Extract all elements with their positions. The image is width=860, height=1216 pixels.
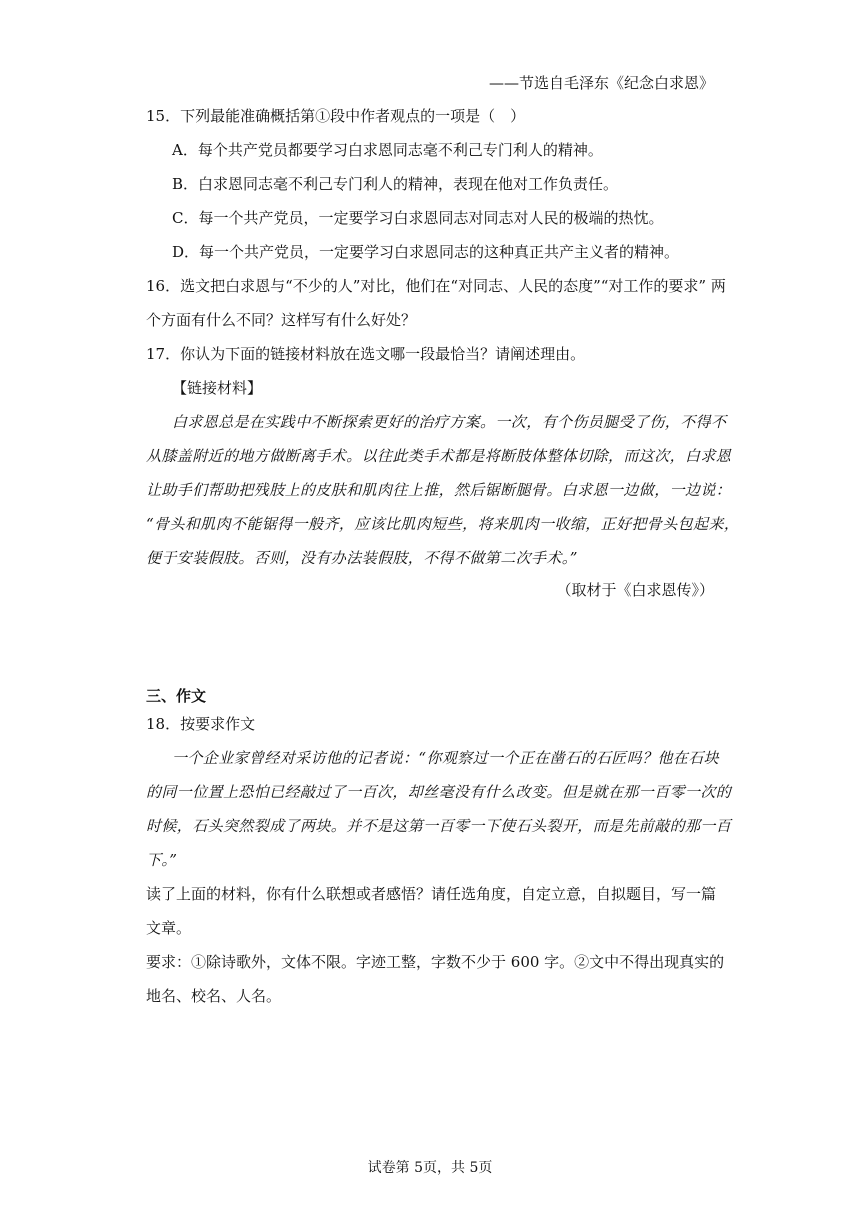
q15-stem: 15．下列最能准确概括第①段中作者观点的一项是（ ） (146, 107, 526, 125)
q18-prompt-line-2: 文章。 (146, 919, 192, 937)
q15-option-d: D．每一个共产党员，一定要学习白求恩同志的这种真正共产主义者的精神。 (172, 243, 680, 261)
source-attribution: ——节选自毛泽东《纪念白求恩》 (488, 74, 714, 92)
q17-material-line-5: 便于安装假肢。否则，没有办法装假肢，不得不做第二次手术。” (146, 549, 578, 567)
q18-requirement-line-2: 地名、校名、人名。 (146, 987, 282, 1005)
q18-stem: 18．按要求作文 (146, 715, 256, 733)
q16-line-1: 16．选文把白求恩与“不少的人”对比，他们在“对同志、人民的态度”“对工作的要求” 两 (146, 277, 726, 295)
q18-material-line-1: 一个企业家曾经对采访他的记者说：“你观察过一个正在凿石的石匠吗？他在石块 (172, 749, 720, 767)
q18-prompt-line-1: 读了上面的材料，你有什么联想或者感悟？请任选角度，自定立意，自拟题目，写一篇 (146, 885, 717, 903)
q17-material-line-3: 让助手们帮助把残肢上的皮肤和肌肉往上推，然后锯断腿骨。白求恩一边做，一边说： (146, 481, 732, 499)
q17-material-line-2: 从膝盖附近的地方做断离手术。以往此类手术都是将断肢体整体切除，而这次，白求恩 (146, 447, 732, 465)
q16-line-2: 个方面有什么不同？这样写有什么好处？ (146, 311, 417, 329)
q15-option-c: C．每一个共产党员，一定要学习白求恩同志对同志对人民的极端的热忱。 (172, 209, 664, 227)
section-3-heading: 三、作文 (146, 687, 207, 705)
q17-material-source: （取材于《白求恩传》） (556, 581, 714, 599)
q18-material-line-2: 的同一位置上恐怕已经敲过了一百次，却丝毫没有什么改变。但是就在那一百零一次的 (146, 783, 732, 801)
q15-option-a: A．每个共产党员都要学习白求恩同志毫不利己专门利人的精神。 (172, 141, 603, 159)
q18-material-line-4: 下。” (146, 851, 178, 869)
q17-material-line-4: “骨头和肌肉不能锯得一般齐，应该比肌肉短些，将来肌肉一收缩，正好把骨头包起来， (146, 515, 740, 533)
page-footer: 试卷第 5页，共 5页 (367, 1160, 493, 1176)
q18-requirement-line-1: 要求：①除诗歌外，文体不限。字迹工整，字数不少于 600 字。②文中不得出现真实的 (146, 953, 725, 971)
q17-material-label: 【链接材料】 (172, 379, 263, 397)
q18-material-line-3: 时候，石头突然裂成了两块。并不是这第一百零一下使石头裂开，而是先前敲的那一百 (146, 817, 732, 835)
q17-stem: 17．你认为下面的链接材料放在选文哪一段最恰当？请阐述理由。 (146, 345, 586, 363)
q17-material-line-1: 白求恩总是在实践中不断探索更好的治疗方案。一次，有个伤员腿受了伤，不得不 (172, 413, 727, 431)
q15-option-b: B．白求恩同志毫不利己专门利人的精神，表现在他对工作负责任。 (172, 175, 619, 193)
